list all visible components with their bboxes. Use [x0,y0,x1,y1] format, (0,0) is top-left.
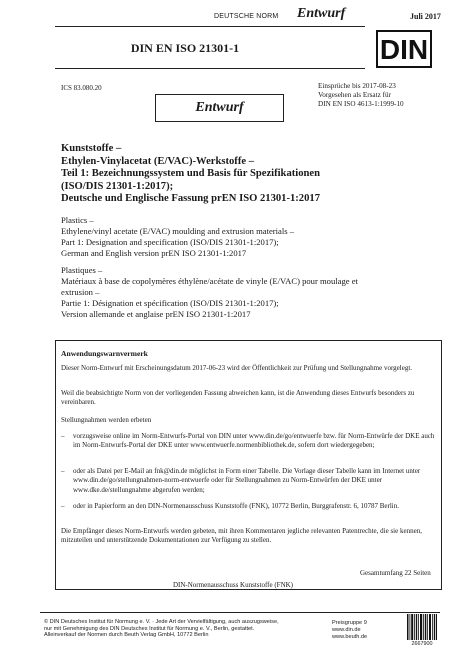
price-group: Preisgruppe 9 [332,620,367,626]
list-item-text: vorzugsweise online im Norm-Entwurfs-Portal von DIN unter www.din.de/go/entwuerfe bzw. für Norm-Entwürfe der DKE auch im Norm-Entwurfs-Portal der DKE unter www.entwuerfe.normenbibliothek.de, sofern dort wiedergegeben; [73,432,435,450]
title-german-line: Teil 1: Bezeichnungssystem und Basis für Spezifikationen [61,168,320,180]
norm-type-label: DEUTSCHE NORM [214,13,279,20]
copyright-notice [44,619,344,639]
list-dash: – [61,502,65,510]
beuth-website: www.beuth.de [332,633,368,640]
din-logo [376,30,432,68]
title-french-line: Matériaux à base de copolymères éthylène/acétate de vinyle (E/VAC) pour moulage et [61,276,358,286]
title-english-line: German and English version prEN ISO 21301-1:2017 [61,248,247,258]
warning-title: Anwendungswarnvermerk [61,349,148,358]
header-rule [55,26,365,27]
warning-paragraph: Stellungnahmen werden erbeten [61,416,152,424]
title-english-line: Part 1: Designation and specification (ISO/DIS 21301-1:2017); [61,237,279,247]
title-french-line: Partie 1: Désignation et spécification (ISO/DIS 21301-1:2017); [61,298,279,308]
draft-label: Entwurf [297,6,346,21]
objection-line: Einsprüche bis 2017-08-23 [318,82,396,90]
warning-list-item [61,467,439,495]
title-english [61,215,441,259]
application-warning-box [55,340,442,590]
copyright-line: nur mit Genehmigung des DIN Deutsches Institut für Normung e. V., Berlin, gestattet. [44,625,255,632]
barcode-icon [407,614,437,640]
warning-list-item [61,432,439,451]
din-logo-mark [380,34,428,64]
title-french [61,265,441,320]
document-number: DIN EN ISO 21301-1 [130,41,240,55]
draft-box: Entwurf [155,94,284,122]
objection-info [318,82,404,109]
title-english-line: Plastics – [61,215,94,225]
title-french-line: extrusion – [61,287,100,297]
objection-line: Vorgesehen als Ersatz für [318,91,391,99]
committee-name: DIN-Normenausschuss Kunststoffe (FNK) [172,581,294,589]
copyright-line: © DIN Deutsches Institut für Normung e. V. · Jede Art der Vervielfältigung, auch auszugsweise, [44,619,279,625]
list-item-text: oder in Papierform an den DIN-Normenausschuss Kunststoffe (FNK), 10772 Berlin, Burggrafenstr. 6, 10787 Berlin. [73,502,399,510]
publication-date: Juli 2017 [410,12,441,21]
title-french-line: Version allemande et anglaise prEN ISO 21301-1:2017 [61,309,251,319]
footer-rule [40,612,440,613]
din-website: www.din.de [332,626,361,633]
objection-line: DIN EN ISO 4613-1:1999-10 [318,100,404,108]
title-french-line: Plastiques – [61,265,103,275]
barcode-number: 2667900 [411,641,433,647]
warning-paragraph: Weil die beabsichtigte Norm von der vorliegenden Fassung abweichen kann, ist die Anwendung dieses Entwurfs besonders zu vereinbaren. [61,389,415,407]
title-german-line: Kunststoffe – [61,143,122,154]
title-german-line: (ISO/DIS 21301-1:2017); [61,180,174,192]
title-english-line: Ethylene/vinyl acetate (E/VAC) moulding and extrusion materials – [61,226,295,236]
ics-code: ICS 83.080.20 [61,84,102,92]
title-german [61,143,441,206]
title-rule [55,68,365,69]
list-item-text: oder als Datei per E-Mail an fnk@din.de möglichst in Form einer Tabelle. Die Vorlage dieser Tabelle kann im Internet unter www.din.de/go/stellungnahmen-norm-entwuerfe oder für Stellungnahmen zu Norm-Entwürfen der DKE unter www.dke.de/stellungnahme abgerufen werden; [73,467,421,494]
copyright-line: Alleinverkauf der Normen durch Beuth Verlag GmbH, 10772 Berlin [44,632,209,639]
warning-paragraph: Dieser Norm-Entwurf mit Erscheinungsdatum 2017-06-23 wird der Öffentlichkeit zur Prüfung und Stellungnahme vorgelegt. [61,364,413,372]
list-dash: – [61,467,65,475]
price-info [332,620,402,640]
din-logo-text: DIN [380,34,428,64]
total-pages: Gesamtumfang 22 Seiten [360,569,431,577]
title-german-line: Ethylen-Vinylacetat (E/VAC)-Werkstoffe – [61,155,255,167]
warning-paragraph: Die Empfänger dieses Norm-Entwurfs werden gebeten, mit ihren Kommentaren jegliche relevanten Patentrechte, die sie kennen, mitzuteilen und unterstützende Dokumentationen zur Verfügung zu stellen. [61,527,422,545]
title-german-line: Deutsche und Englische Fassung prEN ISO 21301-1:2017 [61,193,320,205]
list-dash: – [61,432,65,440]
warning-list-item [61,502,439,511]
